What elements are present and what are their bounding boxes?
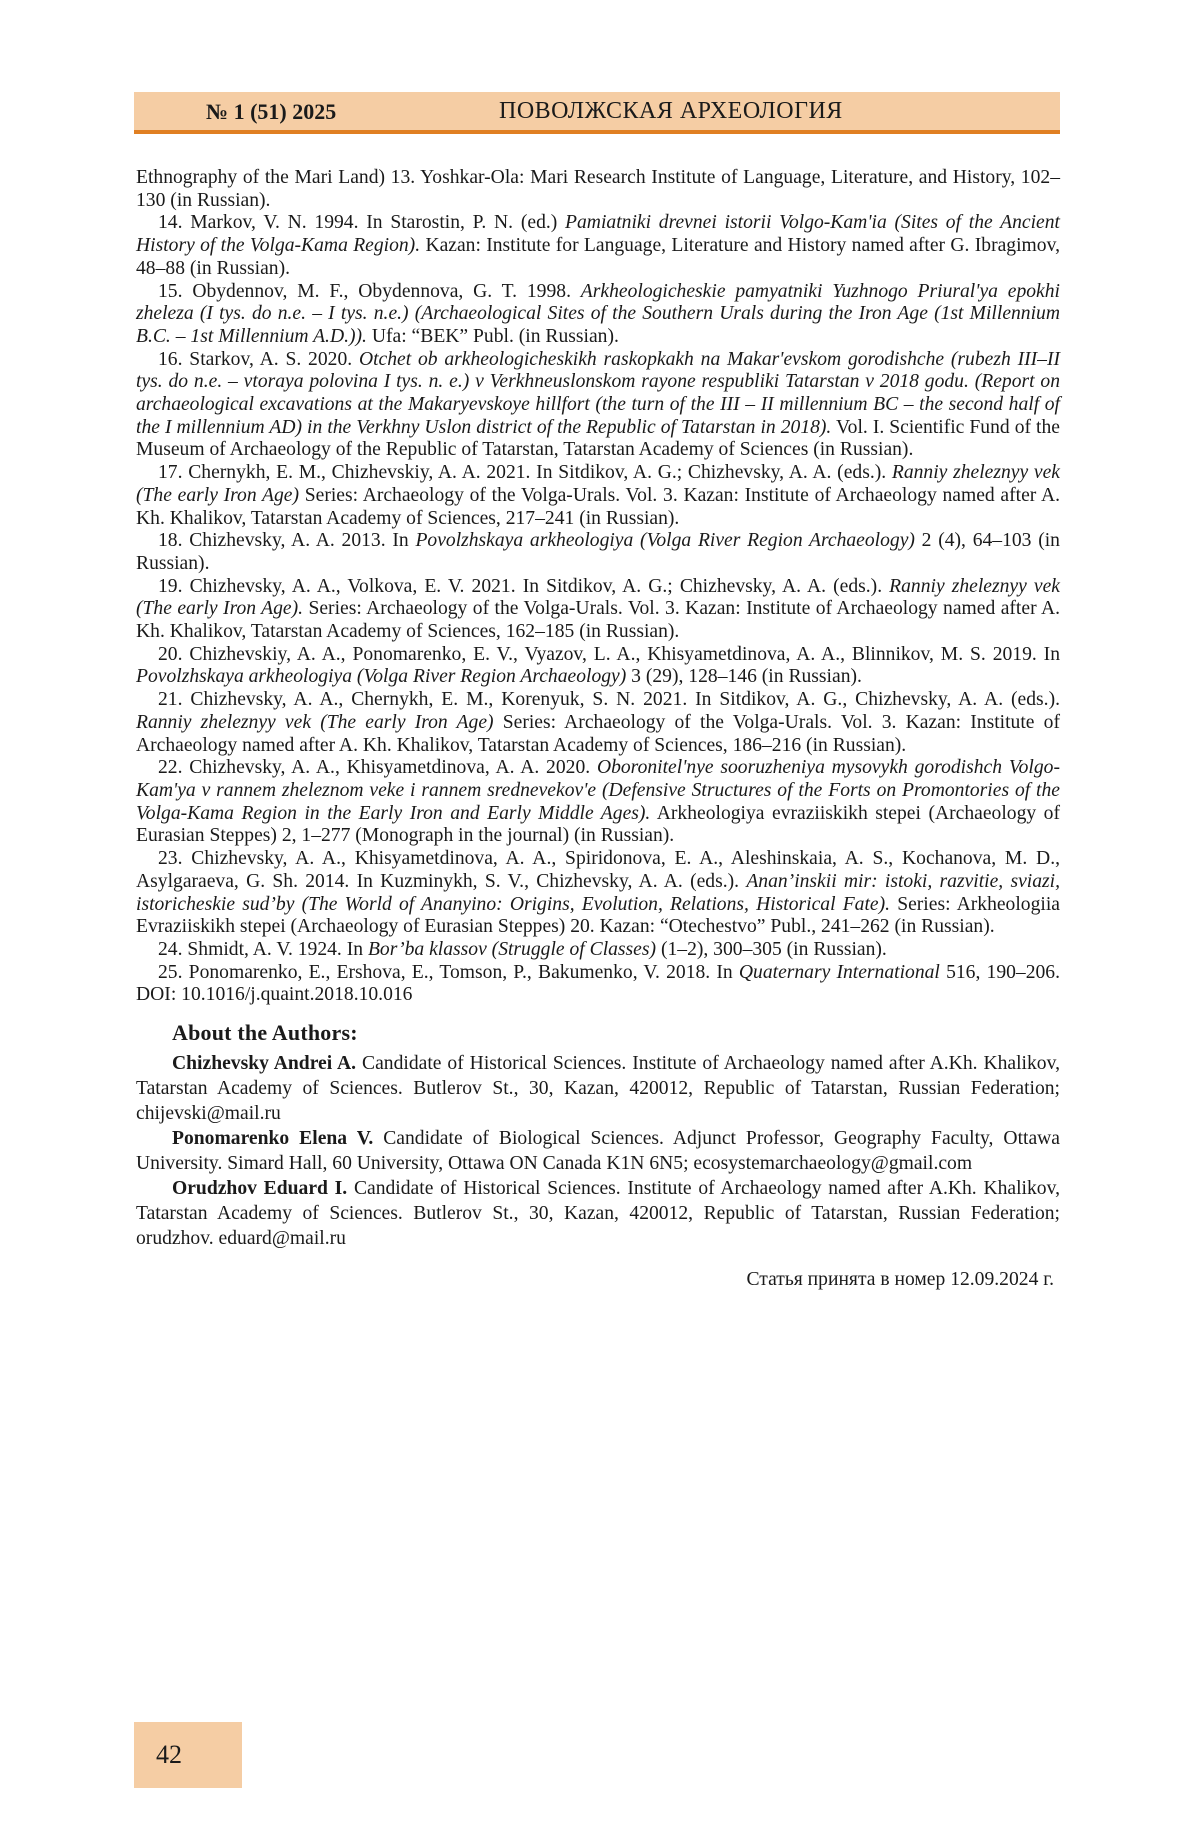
reference-item: 25. Ponomarenko, E., Ershova, E., Tomson, P., Bakumenko, V. 2018. In Quaternary International 516, 190–206. DOI: 10.1016/j.quaint.2018.10.016: [136, 961, 1061, 1006]
reference-item: 21. Chizhevsky, A. A., Chernykh, E. M., Korenyuk, S. N. 2021. In Sitdikov, A. G., Chizhevsky, A. A. (eds.). Ranniy zheleznyy vek (The early Iron Age) Series: Archaeology of the Volga-Urals. Vol. 3. Kazan: Institute of Archaeology named after A. Kh. Khalikov, Tatarstan Academy of Sciences, 186–216 (in Russian).: [136, 689, 1060, 756]
reference-item: 20. Chizhevskiy, A. A., Ponomarenko, E. V., Vyazov, L. A., Khisyametdinova, A. A., Blinnikov, M. S. 2019. In Povolzhskaya arkheologiya (Volga River Region Archaeology) 3 (29), 128–146 (in Russian).: [136, 643, 1060, 688]
running-header: [134, 92, 1060, 134]
reference-item: 14. Markov, V. N. 1994. In Starostin, P. N. (ed.) Pamiatniki drevnei istorii Volgo-Kam'ia (Sites of the Ancient History of the Volga-Kama Region). Kazan: Institute for Language, Literature and History named after G. Ibragimov, 48–88 (in Russian).: [136, 212, 1060, 279]
author-entry: Orudzhov Eduard I. Candidate of Historical Sciences. Institute of Archaeology named after A.Kh. Khalikov, Tatarstan Academy of Sciences. Butlerov St., 30, Kazan, 420012, Republic of Tatarstan, Russian Federation; orudzhov. eduard@mail.ru: [136, 1178, 1061, 1250]
journal-title: ПОВОЛЖСКАЯ АРХЕОЛОГИЯ: [499, 98, 843, 124]
reference-item: 18. Chizhevsky, A. A. 2013. In Povolzhskaya arkheologiya (Volga River Region Archaeology) 2 (4), 64–103 (in Russian).: [136, 530, 1060, 574]
author-entry: Chizhevsky Andrei A. Candidate of Historical Sciences. Institute of Archaeology named after A.Kh. Khalikov, Tatarstan Academy of Sciences. Butlerov St., 30, Kazan, 420012, Republic of Tatarstan, Russian Federation; chijevski@mail.ru: [136, 1053, 1060, 1125]
reference-item: 23. Chizhevsky, A. A., Khisyametdinova, A. A., Spiridonova, E. A., Aleshinskaia, A. S., Kochanova, M. D., Asylgaraeva, G. Sh. 2014. In Kuzminykh, S. V., Chizhevsky, A. A. (eds.). Anan’inskii mir: istoki, razvitie, sviazi, istoricheskie sud’by (The World of Ananyino: Origins, Evolution, Relations, Historical Fate). Series: Arkheologiia Evraziiskikh stepei (Archaeology of Eurasian Steppes) 20. Kazan: “Otechestvo” Publ., 241–262 (in Russian).: [136, 848, 1060, 938]
reference-item: 15. Obydennov, M. F., Obydennova, G. T. 1998. Arkheologicheskie pamyatniki Yuzhnogo Priural'ya epokhi zheleza (I tys. do n.e. – I tys. n.e.) (Archaeological Sites of the Southern Urals during the Iron Age (1st Millennium B.C. – 1st Millennium A.D.)). Ufa: “BEK” Publ. (in Russian).: [136, 280, 1060, 347]
page-number-box: [134, 1722, 242, 1788]
author-entry: Ponomarenko Elena V. Candidate of Biological Sciences. Adjunct Professor, Geography Faculty, Ottawa University. Simard Hall, 60 University, Ottawa ON Canada K1N 6N5; ecosystemarchaeology@gmail.com: [136, 1128, 1061, 1175]
reference-item: 22. Chizhevsky, A. A., Khisyametdinova, A. A. 2020. Oboronitel'nye sooruzheniya mysovykh gorodishch Volgo-Kam'ya v rannem zheleznom veke i rannem srednevekov'e (Defensive Structures of the Forts on Promontories of the Volga-Kama Region in the Early Iron and Early Middle Ages). Arkheologiya evraziiskikh stepei (Archaeology of Eurasian Steppes) 2, 1–277 (Monograph in the journal) (in Russian).: [136, 757, 1060, 847]
reference-item: 17. Chernykh, E. M., Chizhevskiy, A. A. 2021. In Sitdikov, A. G.; Chizhevsky, A. A. (eds.). Ranniy zheleznyy vek (The early Iron Age) Series: Archaeology of the Volga-Urals. Vol. 3. Kazan: Institute of Archaeology named after A. Kh. Khalikov, Tatarstan Academy of Sciences, 217–241 (in Russian).: [136, 462, 1060, 529]
page-number: 42: [156, 1740, 182, 1769]
reference-item: 19. Chizhevsky, A. A., Volkova, E. V. 2021. In Sitdikov, A. G.; Chizhevsky, A. A. (eds.). Ranniy zheleznyy vek (The early Iron Age). Series: Archaeology of the Volga-Urals. Vol. 3. Kazan: Institute of Archaeology named after A. Kh. Khalikov, Tatarstan Academy of Sciences, 162–185 (in Russian).: [136, 575, 1060, 643]
page-body: [136, 167, 1060, 1292]
reference-item: Ethnography of the Mari Land) 13. Yoshkar-Ola: Mari Research Institute of Language, Literature, and History, 102–130 (in Russian).: [136, 167, 1060, 211]
author-name: Orudzhov Eduard I.: [172, 1178, 348, 1200]
issue-number: № 1 (51) 2025: [206, 99, 337, 124]
accepted-date-note: Статья принята в номер 12.09.2024 г.: [746, 1269, 1054, 1291]
reference-item: 24. Shmidt, A. V. 1924. In Bor’ba klassov (Struggle of Classes) (1–2), 300–305 (in Russian).: [158, 938, 887, 960]
author-name: Ponomarenko Elena V.: [172, 1128, 374, 1150]
author-name: Chizhevsky Andrei A.: [172, 1053, 357, 1075]
reference-item: 16. Starkov, A. S. 2020. Otchet ob arkheologicheskikh raskopkakh na Makar'evskom gorodishche (rubezh III–II tys. do n.e. – vtoraya polovina I tys. n. e.) v Verkhneuslonskom rayone respubliki Tatarstan v 2018 godu. (Report on archaeological excavations at the Makaryevskoye hillfort (the turn of the III – II millennium BC – the second half of the I millennium AD) in the Verkhny Uslon district of the Republic of Tatarstan in 2018). Vol. I. Scientific Fund of the Museum of Archaeology of the Republic of Tatarstan, Tatarstan Academy of Sciences (in Russian).: [136, 348, 1060, 461]
authors-list: [136, 1051, 1060, 1251]
authors-heading: About the Authors:: [172, 1020, 358, 1046]
reference-list: [136, 167, 1060, 1007]
